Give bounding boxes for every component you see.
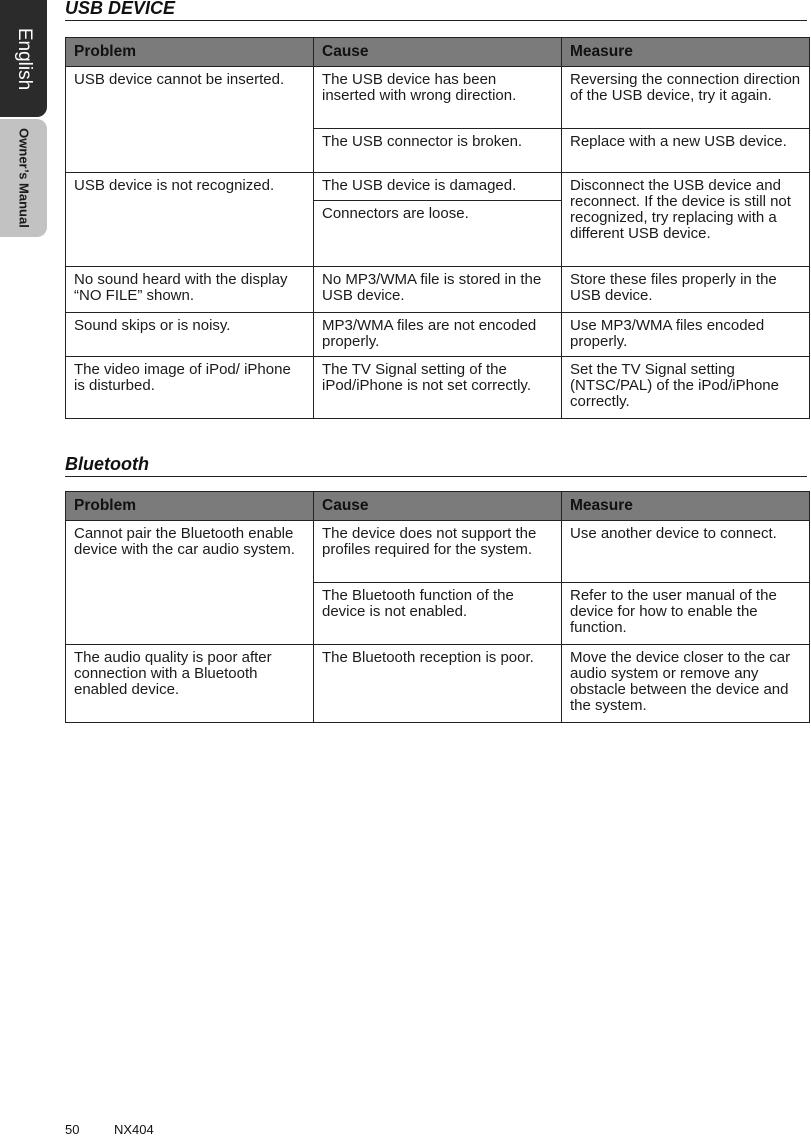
cause-cell: MP3/WMA files are not encoded properly.	[314, 313, 562, 357]
measure-cell: Store these files properly in the USB device.	[562, 267, 810, 313]
problem-cell: The audio quality is poor after connection with a Bluetooth enabled device.	[66, 645, 314, 723]
table-header-row	[66, 38, 810, 67]
header-measure: Measure	[562, 492, 810, 521]
usb-troubleshooting-table	[65, 37, 810, 419]
header-measure: Measure	[562, 38, 810, 67]
measure-cell: Use MP3/WMA files encoded properly.	[562, 313, 810, 357]
cause-cell: The Bluetooth reception is poor.	[314, 645, 562, 723]
language-tab	[0, 0, 47, 117]
header-problem: Problem	[66, 38, 314, 67]
problem-cell: Cannot pair the Bluetooth enable device with the car audio system.	[66, 521, 314, 645]
measure-cell: Replace with a new USB device.	[562, 129, 810, 173]
measure-cell: Reversing the connection direction of the USB device, try it again.	[562, 67, 810, 129]
owners-manual-tab	[0, 119, 47, 237]
measure-cell: Disconnect the USB device and reconnect. If the device is still not recognized, try replacing with a different USB device.	[562, 173, 810, 267]
table-row	[66, 521, 810, 583]
owners-manual-tab-label: Owner’s Manual	[16, 128, 31, 228]
measure-cell: Set the TV Signal setting (NTSC/PAL) of the iPod/iPhone correctly.	[562, 357, 810, 419]
problem-cell: The video image of iPod/ iPhone is disturbed.	[66, 357, 314, 419]
table-row	[66, 67, 810, 129]
bluetooth-troubleshooting-table	[65, 491, 810, 723]
cause-cell: No MP3/WMA file is stored in the USB device.	[314, 267, 562, 313]
header-cause: Cause	[314, 38, 562, 67]
problem-cell: USB device cannot be inserted.	[66, 67, 314, 173]
model-name: NX404	[114, 1122, 154, 1137]
header-problem: Problem	[66, 492, 314, 521]
header-cause: Cause	[314, 492, 562, 521]
problem-cell: Sound skips or is noisy.	[66, 313, 314, 357]
problem-cell: USB device is not recognized.	[66, 173, 314, 267]
measure-cell: Use another device to connect.	[562, 521, 810, 583]
language-tab-label: English	[13, 27, 35, 90]
cause-cell: The USB device has been inserted with wrong direction.	[314, 67, 562, 129]
page-number: 50	[65, 1122, 80, 1137]
table-row	[66, 645, 810, 723]
bluetooth-title-rule	[65, 476, 807, 477]
cause-cell: The TV Signal setting of the iPod/iPhone is not set correctly.	[314, 357, 562, 419]
table-row	[66, 267, 810, 313]
cause-cell: The USB connector is broken.	[314, 129, 562, 173]
bluetooth-section-title: Bluetooth	[65, 454, 149, 474]
cause-cell: Connectors are loose.	[314, 201, 562, 267]
table-row	[66, 313, 810, 357]
measure-cell: Refer to the user manual of the device for how to enable the function.	[562, 583, 810, 645]
table-row	[66, 357, 810, 419]
usb-section-title: USB DEVICE	[65, 0, 176, 18]
table-header-row	[66, 492, 810, 521]
cause-cell: The USB device is damaged.	[314, 173, 562, 201]
problem-cell: No sound heard with the display “NO FILE” shown.	[66, 267, 314, 313]
usb-title-rule	[65, 20, 807, 21]
measure-cell: Move the device closer to the car audio system or remove any obstacle between the device and the system.	[562, 645, 810, 723]
table-row	[66, 173, 810, 201]
cause-cell: The Bluetooth function of the device is not enabled.	[314, 583, 562, 645]
cause-cell: The device does not support the profiles required for the system.	[314, 521, 562, 583]
